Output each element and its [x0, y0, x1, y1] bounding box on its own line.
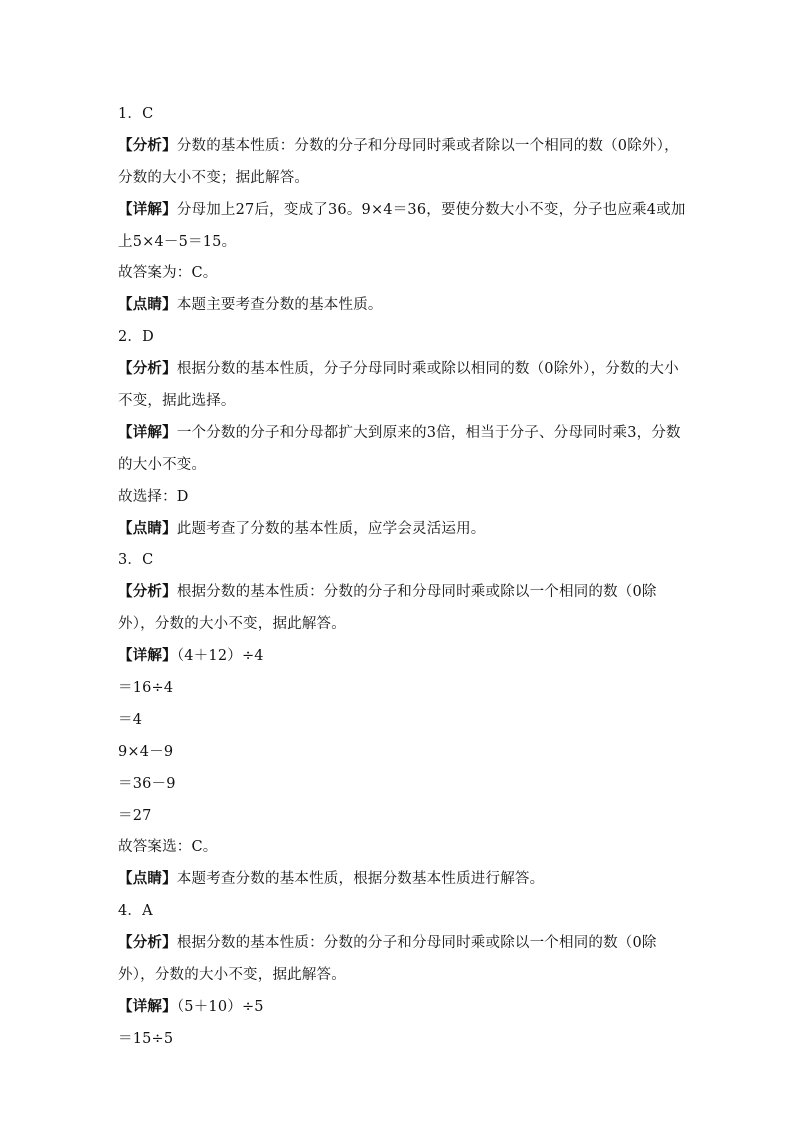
line-text: 不变，据此选择。 [118, 393, 236, 410]
line-text: 分数的大小不变；据此解答。 [118, 169, 310, 186]
line-text: 根据分数的基本性质：分数的分子和分母同时乘或除以一个相同的数（0除 [176, 584, 657, 601]
text-line [118, 992, 678, 1024]
section-tag: 【详解】 [118, 998, 177, 1015]
text-line [118, 705, 678, 737]
line-text: ＝36－9 [118, 775, 176, 792]
line-text: 3．C [118, 552, 154, 569]
document-body [118, 99, 686, 1056]
line-text: 2．D [118, 329, 154, 346]
text-line [118, 896, 678, 928]
text-line [118, 609, 678, 641]
text-line [118, 832, 678, 864]
line-text: 故答案选：C。 [118, 839, 218, 856]
text-line [118, 290, 678, 322]
text-line [118, 864, 678, 896]
section-tag: 【分析】 [118, 584, 177, 601]
text-line [118, 418, 681, 450]
text-line [118, 450, 678, 482]
line-text: 分数的基本性质：分数的分子和分母同时乘或者除以一个相同的数（0除外）， [176, 137, 679, 154]
line-text: ＝4 [118, 711, 143, 728]
line-text: ＝16÷4 [118, 680, 174, 697]
section-tag: 【分析】 [118, 137, 177, 154]
text-line [118, 195, 686, 227]
line-text: 一个分数的分子和分母都扩大到原来的3倍，相当于分子、分母同时乘3，分数 [176, 424, 681, 441]
text-line [118, 545, 678, 577]
text-line [118, 227, 678, 259]
text-line [118, 258, 678, 290]
line-text: 9×4－9 [118, 743, 174, 760]
line-text: 上5×4－5＝15。 [118, 233, 237, 250]
line-text: （4＋12）÷4 [176, 648, 264, 665]
text-line [118, 354, 678, 386]
section-tag: 【详解】 [118, 424, 177, 441]
text-line [118, 641, 678, 673]
line-text: 本题考查分数的基本性质，根据分数基本性质进行解答。 [176, 871, 545, 888]
section-tag: 【点睛】 [118, 871, 177, 888]
line-text: 故答案为：C。 [118, 265, 218, 282]
text-line [118, 99, 678, 131]
text-line [118, 673, 678, 705]
section-tag: 【点睛】 [118, 520, 177, 537]
text-line [118, 322, 678, 354]
section-tag: 【点睛】 [118, 297, 177, 314]
text-line [118, 928, 678, 960]
section-tag: 【分析】 [118, 935, 177, 952]
text-line [118, 163, 678, 195]
line-text: 1．C [118, 106, 154, 122]
text-line [118, 131, 678, 163]
line-text: 故选择：D [118, 488, 189, 505]
line-text: ＝27 [118, 807, 152, 824]
text-line [118, 960, 678, 992]
line-text: 4．A [118, 903, 153, 920]
text-line [118, 577, 678, 609]
line-text: ＝15÷5 [118, 1030, 174, 1047]
section-tag: 【详解】 [118, 201, 177, 218]
line-text: 此题考查了分数的基本性质，应学会灵活运用。 [176, 520, 486, 537]
section-tag: 【分析】 [118, 361, 177, 378]
text-line [118, 769, 678, 801]
line-text: 的大小不变。 [118, 456, 207, 473]
text-line [118, 482, 678, 514]
section-tag: 【详解】 [118, 648, 177, 665]
text-line [118, 1024, 678, 1056]
line-text: 本题主要考查分数的基本性质。 [176, 297, 383, 314]
line-text: 根据分数的基本性质：分数的分子和分母同时乘或除以一个相同的数（0除 [176, 935, 657, 952]
text-line [118, 386, 678, 418]
line-text: 外），分数的大小不变，据此解答。 [118, 616, 346, 633]
text-line [118, 514, 678, 546]
line-text: 外），分数的大小不变，据此解答。 [118, 967, 346, 984]
line-text: 分母加上27后，变成了36。9×4＝36，要使分数大小不变，分子也应乘4或加 [176, 201, 686, 218]
line-text: 根据分数的基本性质，分子分母同时乘或除以相同的数（0除外），分数的大小 [176, 361, 679, 378]
text-line [118, 737, 678, 769]
line-text: （5＋10）÷5 [176, 998, 264, 1015]
text-line [118, 801, 678, 833]
